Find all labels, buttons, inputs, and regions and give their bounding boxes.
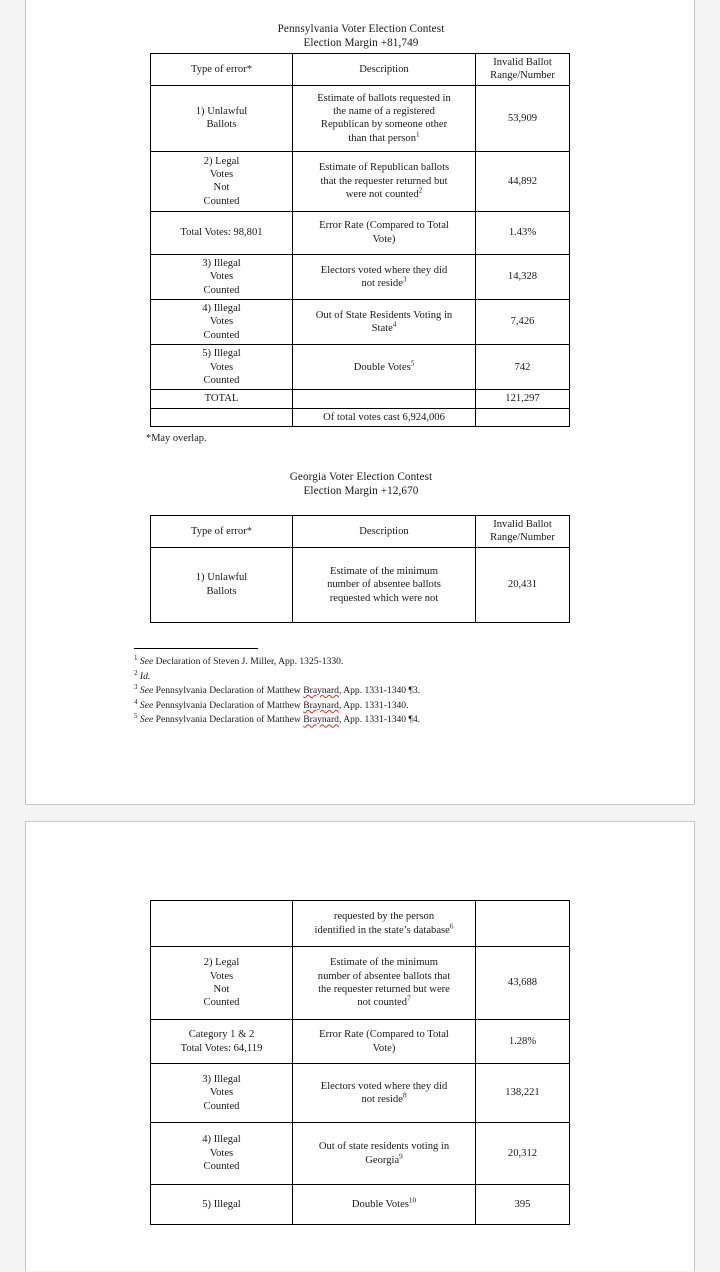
text-line: Vote) <box>372 1042 396 1054</box>
cell-error-type <box>151 345 293 390</box>
text-line: Votes <box>209 361 234 373</box>
cell-description <box>293 345 476 390</box>
table-row <box>151 211 570 254</box>
cell-cast-description: Of total votes cast 6,924,006 <box>293 408 476 426</box>
ga-title-line-2: Election Margin +12,670 <box>303 485 419 498</box>
cell-invalid-ballot-number: 742 <box>476 345 570 390</box>
cell-invalid-ballot-number: 1.28% <box>476 1020 570 1064</box>
text-line: number of absentee ballots <box>327 579 441 591</box>
text-line: 3) Illegal <box>202 257 241 269</box>
footnote-text: Pennsylvania Declaration of Matthew <box>153 714 304 726</box>
column-header-description: Description <box>293 516 476 548</box>
text-line: Georgia$^9$ <box>365 1151 403 1166</box>
table-row <box>151 547 570 622</box>
text-line: Ballots <box>206 119 237 131</box>
column-header-type: Type of error* <box>151 516 293 548</box>
table-row <box>151 85 570 151</box>
table-row-total-cast <box>151 408 570 426</box>
cell-description <box>293 947 476 1020</box>
cell-description <box>293 1185 476 1225</box>
ga-contest-heading <box>26 470 695 498</box>
text-line: Counted <box>203 284 240 296</box>
footnote-text-tail: , App. 1331-1340. <box>338 699 409 711</box>
text-line: 5) Illegal <box>202 1198 241 1210</box>
footnote-marker: 8 <box>402 1091 407 1100</box>
text-line: Estimate of ballots requested in <box>317 92 451 104</box>
text-line: Votes <box>209 1147 234 1159</box>
text-line: 2) Legal <box>203 957 240 969</box>
cell-error-type <box>151 1064 293 1123</box>
footnote-marker: 3 <box>402 275 407 284</box>
text-line: Total Votes: 64,119 <box>180 1042 263 1054</box>
footnote-item <box>134 684 420 699</box>
pa-overlap-note: *May overlap. <box>146 433 207 444</box>
cell-description <box>293 901 476 947</box>
text-line: Total Votes: 98,801 <box>180 227 263 239</box>
cell-description <box>293 1123 476 1185</box>
footnote-marker: 5 <box>410 359 415 368</box>
text-line: Counted <box>203 375 240 387</box>
text-line: Estimate of the minimum <box>330 957 438 969</box>
cell-invalid-ballot-number: 53,909 <box>476 85 570 151</box>
ga-title-line-1: Georgia Voter Election Contest <box>289 471 433 483</box>
cell-invalid-ballot-number: 395 <box>476 1185 570 1225</box>
footnote-signal: See <box>139 714 154 726</box>
column-header-number <box>476 516 570 548</box>
cell-invalid-ballot-number: 138,221 <box>476 1064 570 1123</box>
footnote-marker: 10 <box>408 1196 417 1205</box>
text-line: 1) Unlawful <box>195 105 248 117</box>
document-page-1 <box>25 0 695 805</box>
text-line: not counted$^7$ <box>357 994 411 1009</box>
column-header-number-line-2: Range/Number <box>490 70 555 82</box>
text-line: Ballots <box>206 585 237 597</box>
table-row <box>151 1064 570 1123</box>
text-line: 3) Illegal <box>202 1073 241 1085</box>
text-line: the name of a registered <box>333 105 435 117</box>
footnote-item <box>134 670 420 685</box>
cell-invalid-ballot-number <box>476 901 570 947</box>
table-row-total <box>151 390 570 408</box>
cell-description <box>293 151 476 211</box>
footnote-separator-rule <box>134 648 258 649</box>
cell-invalid-ballot-number: 44,892 <box>476 151 570 211</box>
table-header-row <box>151 54 570 86</box>
text-line: Estimate of Republican ballots <box>318 162 450 174</box>
text-line: State$^4$ <box>371 320 397 335</box>
cell-description <box>293 1020 476 1064</box>
footnote-text: Pennsylvania Declaration of Matthew <box>153 699 304 711</box>
text-line: the requester returned but were <box>318 984 450 995</box>
cell-description <box>293 211 476 254</box>
cell-invalid-ballot-number: 1.43% <box>476 211 570 254</box>
cell-error-type <box>151 1185 293 1225</box>
footnote-text: Pennsylvania Declaration of Matthew <box>153 685 304 697</box>
text-line: Not <box>213 984 230 995</box>
footnote-marker: 9 <box>399 1151 403 1160</box>
text-line: Electors voted where they did <box>320 264 448 276</box>
cell-description <box>293 85 476 151</box>
text-line: Votes <box>209 168 234 180</box>
cell-error-type <box>151 1123 293 1185</box>
text-line: requested by the person <box>333 911 435 923</box>
text-line: Counted <box>203 195 240 207</box>
document-page-2 <box>25 821 695 1271</box>
ga-contest-table <box>150 515 570 623</box>
footnote-item <box>134 655 420 670</box>
cell-invalid-ballot-number: 43,688 <box>476 947 570 1020</box>
text-line: Counted <box>203 1161 240 1173</box>
footnote-signal: See <box>139 656 154 667</box>
table-row <box>151 151 570 211</box>
spellcheck-flagged-word[interactable]: Braynard <box>303 685 339 697</box>
footnote-text-tail: , App. 1331-1340 ¶3. <box>338 685 421 697</box>
text-line: Not <box>213 182 230 194</box>
column-header-type: Type of error* <box>151 54 293 86</box>
cell-error-type <box>151 151 293 211</box>
text-line: 4) Illegal <box>202 1134 241 1146</box>
cell-description <box>293 547 476 622</box>
pa-title-line-2: Election Margin +81,749 <box>303 37 419 50</box>
footnote-marker: 2 <box>418 186 423 195</box>
text-line: Error Rate (Compared to Total <box>319 1029 449 1041</box>
footnote-marker: 1 <box>416 130 420 139</box>
text-line: that the requester returned but <box>320 175 448 187</box>
text-line: 5) Illegal <box>202 348 241 360</box>
footnote-marker: 4 <box>392 320 397 329</box>
cell-error-type <box>151 85 293 151</box>
cell-error-type <box>151 901 293 947</box>
cell-description <box>293 1064 476 1123</box>
text-line: Double Votes$^{10}$ <box>351 1196 417 1210</box>
table-row <box>151 254 570 299</box>
footnote-text: Declaration of Steven J. Miller, App. 1325-1330. <box>153 656 344 667</box>
footnote-item <box>134 699 420 714</box>
column-header-number-line-1: Invalid Ballot <box>493 519 552 530</box>
text-line: 1) Unlawful <box>195 572 248 584</box>
pa-contest-heading <box>26 22 695 50</box>
ga-contest-table-continued <box>150 900 570 1225</box>
footnote-signal: Id. <box>139 670 151 682</box>
footnote-number: 4 <box>134 697 138 706</box>
text-line: Estimate of the minimum <box>330 565 438 577</box>
table-row <box>151 1123 570 1185</box>
text-line: Counted <box>203 1100 240 1112</box>
cell-cast-label <box>151 408 293 426</box>
text-line: not reside$^8$ <box>361 1091 407 1105</box>
spellcheck-flagged-word[interactable]: Braynard <box>303 714 339 726</box>
text-line: number of absentee ballots that <box>317 970 451 982</box>
cell-error-type <box>151 300 293 345</box>
table-row <box>151 1185 570 1225</box>
cell-invalid-ballot-number: 20,431 <box>476 547 570 622</box>
table-row <box>151 947 570 1020</box>
pa-title-line-1: Pennsylvania Voter Election Contest <box>277 23 445 35</box>
cell-error-type <box>151 1020 293 1064</box>
footnote-signal: See <box>139 699 154 711</box>
text-line: 4) Illegal <box>202 303 241 315</box>
table-row <box>151 345 570 390</box>
text-line: Counted <box>203 329 240 341</box>
text-line: Out of state residents voting in <box>318 1141 450 1153</box>
table-row <box>151 300 570 345</box>
column-header-number-line-1: Invalid Ballot <box>493 57 552 68</box>
text-line: Counted <box>203 997 240 1009</box>
table-header-row <box>151 516 570 548</box>
table-row <box>151 1020 570 1064</box>
footnote-number: 5 <box>134 712 138 721</box>
column-header-description: Description <box>293 54 476 86</box>
text-line: than that person$^1$ <box>348 130 420 144</box>
footnote-number: 1 <box>134 653 138 662</box>
text-line: were not counted$^2$ <box>345 186 423 201</box>
footnote-signal: See <box>139 685 154 697</box>
text-line: requested which were not <box>329 592 439 604</box>
text-line: 2) Legal <box>203 155 240 167</box>
footnote-item <box>134 713 420 728</box>
text-line: Electors voted where they did <box>320 1080 448 1092</box>
text-line: Vote) <box>372 233 396 245</box>
spellcheck-flagged-word[interactable]: Braynard <box>303 699 339 711</box>
text-line: identified in the state’s database$^6$ <box>314 921 454 936</box>
table-row <box>151 901 570 947</box>
text-line: Votes <box>209 1087 234 1099</box>
pa-contest-table <box>150 53 570 427</box>
column-header-number <box>476 54 570 86</box>
cell-error-type <box>151 254 293 299</box>
text-line: Votes <box>209 316 234 328</box>
text-line: Out of State Residents Voting in <box>315 309 453 321</box>
page-gap <box>0 805 720 821</box>
cell-description <box>293 300 476 345</box>
text-line: Votes <box>209 970 234 982</box>
footnote-area <box>134 648 420 728</box>
cell-invalid-ballot-number: 20,312 <box>476 1123 570 1185</box>
footnote-marker: 6 <box>449 921 454 930</box>
column-header-number-line-2: Range/Number <box>490 532 555 544</box>
cell-total-label: TOTAL <box>151 390 293 408</box>
text-line: not reside$^3$ <box>361 275 407 289</box>
cell-error-type <box>151 947 293 1020</box>
footnote-text-tail: , App. 1331-1340 ¶4. <box>338 714 421 726</box>
text-line: Republican by someone other <box>320 119 448 131</box>
cell-invalid-ballot-number: 7,426 <box>476 300 570 345</box>
text-line: Votes <box>209 271 234 283</box>
cell-cast-number <box>476 408 570 426</box>
footnote-number: 3 <box>134 683 138 691</box>
cell-total-description <box>293 390 476 408</box>
footnote-number: 2 <box>134 668 138 677</box>
text-line: Category 1 & 2 <box>188 1029 255 1041</box>
footnote-marker: 7 <box>407 994 411 1003</box>
text-line: Error Rate (Compared to Total <box>319 220 449 232</box>
text-line: Double Votes$^5$ <box>353 359 415 373</box>
cell-total-number: 121,297 <box>476 390 570 408</box>
cell-error-type <box>151 211 293 254</box>
cell-error-type <box>151 547 293 622</box>
cell-invalid-ballot-number: 14,328 <box>476 254 570 299</box>
cell-description <box>293 254 476 299</box>
